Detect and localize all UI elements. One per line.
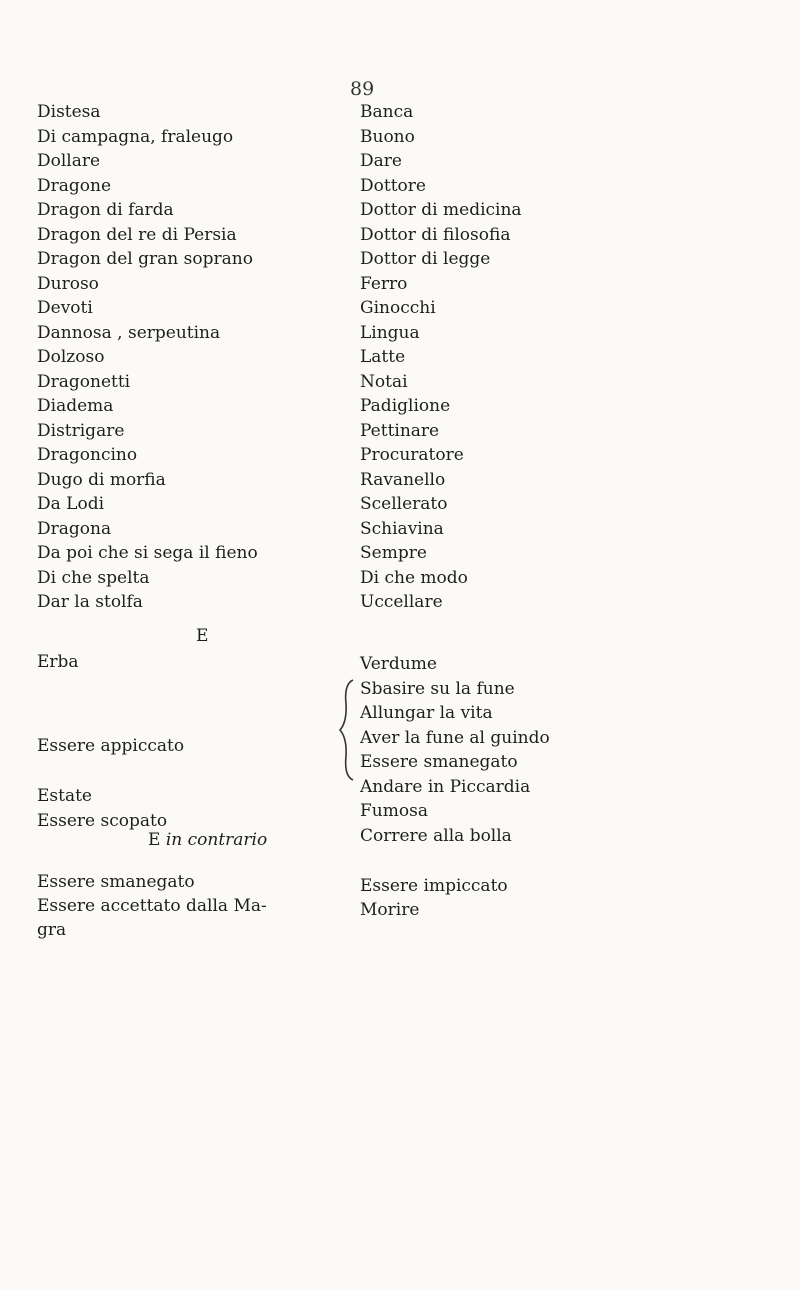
e-left-entry: Estate bbox=[37, 786, 92, 806]
contrario-heading-text: in contrario bbox=[165, 830, 268, 850]
left-entry: Dragona bbox=[37, 518, 112, 539]
left-entry: Dragonetti bbox=[37, 371, 131, 392]
right-entry: Procuratore bbox=[360, 445, 464, 465]
right-entry: Ginocchi bbox=[360, 298, 436, 318]
contrario-left-entry: Essere accettato dalla Ma- bbox=[37, 896, 267, 916]
right-entry: Lingua bbox=[360, 322, 420, 343]
section-heading-e: E bbox=[196, 626, 209, 646]
left-entry: Da poi che si sega il fieno bbox=[37, 543, 258, 563]
e-left-entry: Essere appiccato bbox=[37, 736, 185, 756]
right-entry: Dottore bbox=[360, 175, 426, 196]
e-left-entry: Erba bbox=[37, 652, 79, 672]
right-entry: Ravanello bbox=[360, 469, 446, 490]
e-right-column bbox=[360, 652, 550, 848]
left-entry: Di che spelta bbox=[37, 567, 150, 588]
contrario-heading-letter: E bbox=[148, 830, 161, 850]
left-entry: Di campagna, fraleugo bbox=[37, 126, 234, 147]
right-entry: Dottor di filosofia bbox=[360, 224, 511, 245]
contrario-right-entry: Essere impiccato bbox=[360, 876, 508, 896]
brace-icon bbox=[338, 678, 356, 782]
right-entry: Scellerato bbox=[360, 494, 448, 514]
contrario-heading bbox=[148, 830, 267, 850]
right-entry: Padiglione bbox=[360, 396, 451, 416]
right-entry: Latte bbox=[360, 347, 406, 367]
contrario-left-entry: gra bbox=[37, 920, 67, 940]
left-entry: Dragon del gran soprano bbox=[37, 249, 253, 269]
e-right-entry: Aver la fune al guindo bbox=[360, 727, 550, 748]
left-entry: Dragoncino bbox=[37, 445, 138, 465]
e-right-entry: Sbasire su la fune bbox=[360, 678, 515, 699]
contrario-left-entry: Essere smanegato bbox=[37, 872, 195, 892]
left-entry: Dragon di farda bbox=[37, 200, 174, 220]
right-entry: Schiavina bbox=[360, 518, 444, 539]
left-entry: Dollare bbox=[37, 151, 101, 171]
e-right-entry: Andare in Piccardia bbox=[360, 776, 531, 797]
right-entry: Di che modo bbox=[360, 567, 468, 588]
left-entry: Dar la stolfa bbox=[37, 592, 143, 612]
right-entry: Uccellare bbox=[360, 592, 443, 612]
contrario-right-column bbox=[360, 874, 660, 922]
left-column bbox=[37, 100, 337, 615]
e-right-entry: Verdume bbox=[360, 654, 437, 674]
left-entry: Dugo di morfia bbox=[37, 469, 166, 490]
e-right-entry: Fumosa bbox=[360, 801, 428, 821]
left-entry: Da Lodi bbox=[37, 494, 105, 514]
left-entry: Dragon del re di Persia bbox=[37, 224, 237, 245]
contrario-left-column bbox=[37, 870, 337, 942]
right-entry: Notai bbox=[360, 371, 408, 392]
left-entry: Duroso bbox=[37, 273, 99, 294]
left-entry: Dragone bbox=[37, 175, 112, 196]
e-right-entry: Essere smanegato bbox=[360, 752, 518, 772]
contrario-right-entry: Morire bbox=[360, 900, 420, 920]
left-entry: Dolzoso bbox=[37, 347, 105, 367]
right-entry: Ferro bbox=[360, 273, 408, 294]
right-entry: Sempre bbox=[360, 543, 427, 563]
right-column bbox=[360, 100, 760, 615]
left-entry: Diadema bbox=[37, 396, 114, 416]
e-right-entry: Allungar la vita bbox=[360, 703, 493, 723]
right-entry: Pettinare bbox=[360, 420, 440, 441]
right-entry: Buono bbox=[360, 126, 415, 147]
right-entry: Dare bbox=[360, 151, 402, 171]
right-entry: Dottor di legge bbox=[360, 249, 491, 269]
e-left-entry: Essere scopato bbox=[37, 811, 168, 831]
e-right-entry: Correre alla bolla bbox=[360, 825, 512, 846]
left-entry: Dannosa , serpeutina bbox=[37, 322, 221, 343]
left-entry: Distrigare bbox=[37, 420, 125, 441]
right-entry: Banca bbox=[360, 102, 414, 122]
page-number: 89 bbox=[350, 78, 375, 100]
left-entry: Distesa bbox=[37, 102, 101, 122]
right-entry: Dottor di medicina bbox=[360, 200, 522, 220]
left-entry: Devoti bbox=[37, 298, 93, 318]
